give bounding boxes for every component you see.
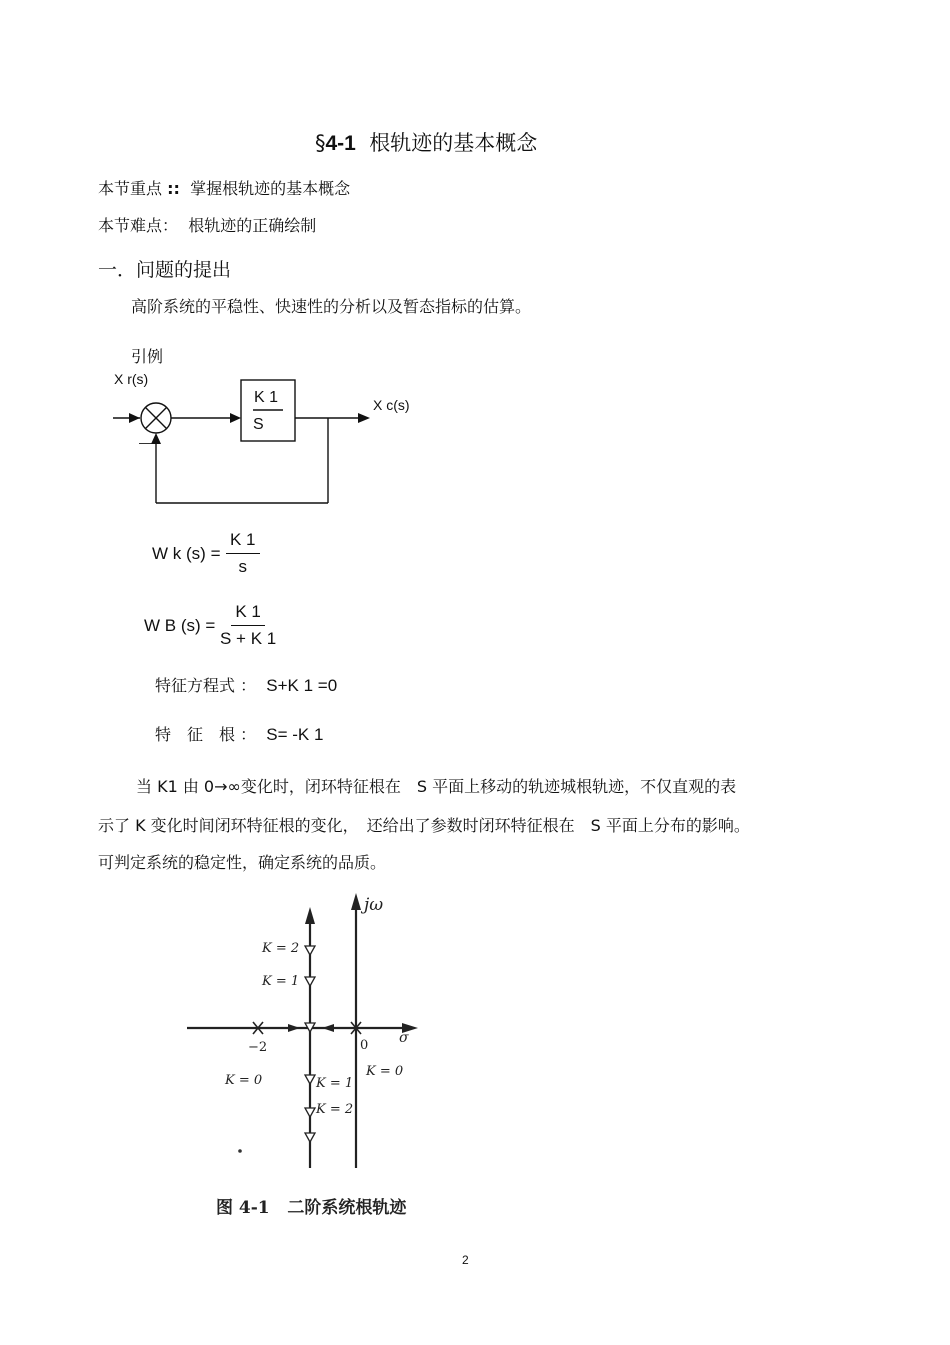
gain-denominator: S [253, 416, 264, 433]
open-loop-numerator: K 1 [226, 530, 260, 554]
axis-label-jw: jω [364, 895, 384, 915]
k1-lower-label: K = 1 [316, 1076, 354, 1091]
k1-upper-label: K = 1 [262, 974, 300, 989]
figure-caption-text: 二阶系统根轨迹 [287, 1198, 407, 1218]
key-point-label: 本节重点 [98, 179, 163, 198]
feedback-sign: — [139, 435, 152, 450]
axis-label-sigma: σ [399, 1030, 409, 1046]
intro-text: 高阶系统的平稳性、快速性的分析以及暂态指标的估算。 [131, 297, 532, 316]
difficulty-label: 本节难点： [98, 216, 179, 235]
figure-caption [216, 1193, 406, 1218]
section-symbol: § [315, 131, 326, 155]
char-equation: S+K 1 =0 [266, 676, 338, 695]
section-number: 4-1 [325, 132, 356, 155]
key-point-text: 掌握根轨迹的基本概念 [190, 179, 351, 198]
key-point-separator: :: [167, 179, 180, 198]
page-number: 2 [462, 1253, 469, 1267]
pole-minus-two-label: −2 [248, 1040, 268, 1055]
char-root: S= -K 1 [266, 725, 324, 744]
input-signal-label: X r(s) [114, 371, 149, 387]
paragraph-line-3: 可判定系统的稳定性，确定系统的品质。 [98, 853, 387, 872]
section-title-text: 根轨迹的基本概念 [369, 131, 538, 155]
example-label: 引例 [131, 347, 164, 366]
figure-caption-number: 图 4-1 [216, 1198, 270, 1218]
k2-lower-label: K = 2 [316, 1102, 354, 1117]
closed-loop-denominator: S + K 1 [220, 629, 277, 648]
k0-right-label: K = 0 [366, 1064, 404, 1079]
char-root-label: 特 征 根 ： [155, 725, 257, 744]
closed-loop-lhs: W B (s) = [144, 616, 216, 635]
origin-label: 0 [360, 1038, 369, 1053]
heading-problem: 一．问题的提出 [98, 259, 232, 281]
char-equation-label: 特征方程式 ： [155, 676, 257, 695]
difficulty-text: 根轨迹的正确绘制 [188, 216, 317, 235]
open-loop-lhs: W k (s) = [152, 544, 221, 563]
gain-numerator: K 1 [254, 389, 279, 406]
open-loop-denominator: s [238, 557, 248, 576]
paragraph-line-2: 示了 K 变化时间闭环特征根的变化， 还给出了参数时闭环特征根在 S 平面上分布的影响。 [98, 816, 750, 835]
closed-loop-numerator: K 1 [231, 602, 265, 626]
paragraph-line-1: 当 K1 由 0→∞变化时，闭环特征根在 S 平面上移动的轨迹城根轨迹，不仅直观的表 [136, 777, 737, 796]
k2-upper-label: K = 2 [262, 941, 300, 956]
stray-dot [238, 1149, 242, 1153]
k0-left-label: K = 0 [225, 1073, 263, 1088]
output-signal-label: X c(s) [373, 397, 410, 413]
